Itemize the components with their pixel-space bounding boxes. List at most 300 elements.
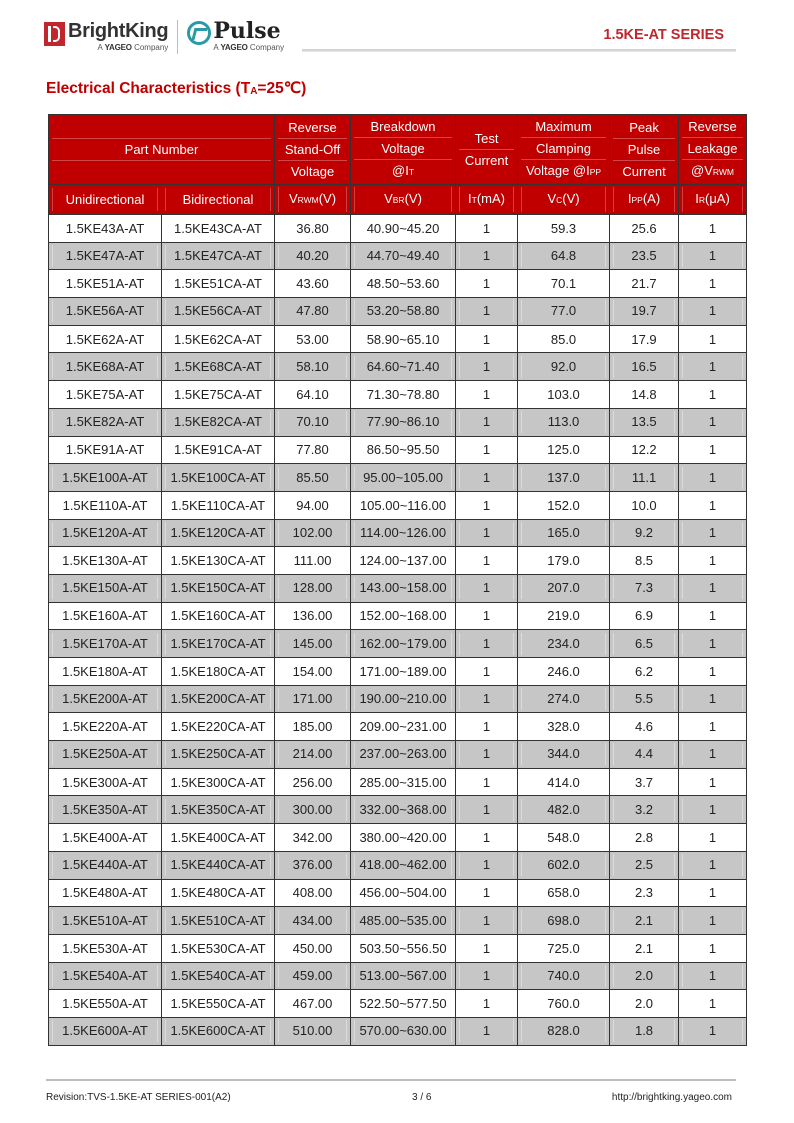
cell-ir: 1 <box>679 242 747 270</box>
cell-unidirectional: 1.5KE440A-AT <box>49 851 162 879</box>
cell-unidirectional: 1.5KE43A-AT <box>49 215 162 243</box>
cell-ipp: 1.8 <box>610 1017 679 1045</box>
cell-ir: 1 <box>679 491 747 519</box>
table-row <box>49 713 747 741</box>
cell-vrwm: 376.00 <box>275 851 351 879</box>
logo-separator <box>177 20 178 54</box>
cell-vc: 234.0 <box>518 630 610 658</box>
cell-it: 1 <box>456 713 518 741</box>
cell-vc: 64.8 <box>518 242 610 270</box>
cell-bidirectional: 1.5KE200CA-AT <box>162 685 275 713</box>
cell-ir: 1 <box>679 270 747 298</box>
cell-vbr: 456.00~504.00 <box>351 879 456 907</box>
cell-vc: 482.0 <box>518 796 610 824</box>
cell-vbr: 162.00~179.00 <box>351 630 456 658</box>
electrical-characteristics-table <box>48 114 747 1046</box>
cell-it: 1 <box>456 408 518 436</box>
cell-ipp: 21.7 <box>610 270 679 298</box>
cell-it: 1 <box>456 547 518 575</box>
cell-ipp: 19.7 <box>610 298 679 326</box>
cell-vbr: 513.00~567.00 <box>351 962 456 990</box>
cell-vrwm: 111.00 <box>275 547 351 575</box>
cell-unidirectional: 1.5KE480A-AT <box>49 879 162 907</box>
cell-bidirectional: 1.5KE300CA-AT <box>162 768 275 796</box>
cell-vbr: 522.50~577.50 <box>351 990 456 1018</box>
cell-it: 1 <box>456 962 518 990</box>
cell-vbr: 171.00~189.00 <box>351 658 456 686</box>
cell-unidirectional: 1.5KE180A-AT <box>49 658 162 686</box>
cell-vc: 179.0 <box>518 547 610 575</box>
cell-vrwm: 256.00 <box>275 768 351 796</box>
cell-vc: 344.0 <box>518 741 610 769</box>
cell-vbr: 418.00~462.00 <box>351 851 456 879</box>
cell-vc: 274.0 <box>518 685 610 713</box>
table-row <box>49 630 747 658</box>
table-row <box>49 851 747 879</box>
cell-unidirectional: 1.5KE350A-AT <box>49 796 162 824</box>
cell-vc: 70.1 <box>518 270 610 298</box>
table-row <box>49 491 747 519</box>
table-row <box>49 962 747 990</box>
cell-it: 1 <box>456 602 518 630</box>
cell-it: 1 <box>456 519 518 547</box>
cell-vbr: 237.00~263.00 <box>351 741 456 769</box>
cell-unidirectional: 1.5KE550A-AT <box>49 990 162 1018</box>
cell-ipp: 23.5 <box>610 242 679 270</box>
cell-it: 1 <box>456 934 518 962</box>
section-title: Electrical Characteristics $(T_A=25℃)$ <box>46 80 307 97</box>
table-row <box>49 519 747 547</box>
cell-unidirectional: 1.5KE75A-AT <box>49 381 162 409</box>
cell-unidirectional: 1.5KE400A-AT <box>49 824 162 852</box>
cell-vc: 137.0 <box>518 464 610 492</box>
cell-vbr: 71.30~78.80 <box>351 381 456 409</box>
cell-unidirectional: 1.5KE250A-AT <box>49 741 162 769</box>
cell-vc: 59.3 <box>518 215 610 243</box>
footer-url[interactable]: http://brightking.yageo.com <box>611 1092 732 1103</box>
cell-vbr: 143.00~158.00 <box>351 574 456 602</box>
header-ir: Reverse Leakage @VRWM <box>679 115 747 185</box>
cell-bidirectional: 1.5KE550CA-AT <box>162 990 275 1018</box>
cell-unidirectional: 1.5KE130A-AT <box>49 547 162 575</box>
cell-ipp: 2.0 <box>610 962 679 990</box>
cell-it: 1 <box>456 381 518 409</box>
cell-vc: 698.0 <box>518 907 610 935</box>
cell-vbr: 380.00~420.00 <box>351 824 456 852</box>
table-row <box>49 464 747 492</box>
cell-ipp: 11.1 <box>610 464 679 492</box>
cell-bidirectional: 1.5KE110CA-AT <box>162 491 275 519</box>
cell-bidirectional: 1.5KE56CA-AT <box>162 298 275 326</box>
header-vc-unit: VC(V) <box>518 185 610 215</box>
header-vrwm-unit: VRWM(V) <box>275 185 351 215</box>
cell-it: 1 <box>456 685 518 713</box>
cell-it: 1 <box>456 630 518 658</box>
cell-unidirectional: 1.5KE170A-AT <box>49 630 162 658</box>
table-body <box>49 215 747 1046</box>
cell-vc: 740.0 <box>518 962 610 990</box>
cell-vc: 113.0 <box>518 408 610 436</box>
table-row <box>49 879 747 907</box>
cell-it: 1 <box>456 879 518 907</box>
cell-ir: 1 <box>679 934 747 962</box>
cell-ipp: 9.2 <box>610 519 679 547</box>
cell-vbr: 44.70~49.40 <box>351 242 456 270</box>
cell-unidirectional: 1.5KE100A-AT <box>49 464 162 492</box>
cell-vrwm: 36.80 <box>275 215 351 243</box>
cell-ir: 1 <box>679 464 747 492</box>
cell-vrwm: 136.00 <box>275 602 351 630</box>
table-row <box>49 436 747 464</box>
cell-unidirectional: 1.5KE56A-AT <box>49 298 162 326</box>
cell-it: 1 <box>456 464 518 492</box>
table-row <box>49 325 747 353</box>
pulse-wave-icon <box>187 21 211 45</box>
cell-ipp: 13.5 <box>610 408 679 436</box>
cell-vrwm: 43.60 <box>275 270 351 298</box>
cell-it: 1 <box>456 851 518 879</box>
cell-it: 1 <box>456 741 518 769</box>
cell-ipp: 16.5 <box>610 353 679 381</box>
cell-vc: 414.0 <box>518 768 610 796</box>
header-ir-unit: IR(μA) <box>679 185 747 215</box>
table-row <box>49 602 747 630</box>
cell-ipp: 2.5 <box>610 851 679 879</box>
cell-vc: 103.0 <box>518 381 610 409</box>
cell-vbr: 152.00~168.00 <box>351 602 456 630</box>
cell-unidirectional: 1.5KE62A-AT <box>49 325 162 353</box>
cell-vc: 77.0 <box>518 298 610 326</box>
cell-bidirectional: 1.5KE160CA-AT <box>162 602 275 630</box>
table-row <box>49 298 747 326</box>
table-row <box>49 990 747 1018</box>
cell-it: 1 <box>456 491 518 519</box>
cell-vbr: 332.00~368.00 <box>351 796 456 824</box>
cell-vrwm: 408.00 <box>275 879 351 907</box>
cell-ipp: 3.2 <box>610 796 679 824</box>
table-row <box>49 685 747 713</box>
cell-it: 1 <box>456 436 518 464</box>
cell-it: 1 <box>456 768 518 796</box>
cell-unidirectional: 1.5KE540A-AT <box>49 962 162 990</box>
table-row <box>49 768 747 796</box>
brightking-logo <box>44 20 168 53</box>
cell-ir: 1 <box>679 630 747 658</box>
cell-vbr: 209.00~231.00 <box>351 713 456 741</box>
table-row <box>49 574 747 602</box>
cell-ir: 1 <box>679 796 747 824</box>
cell-vrwm: 467.00 <box>275 990 351 1018</box>
cell-unidirectional: 1.5KE530A-AT <box>49 934 162 962</box>
series-title: 1.5KE-AT SERIES <box>603 27 724 43</box>
cell-bidirectional: 1.5KE150CA-AT <box>162 574 275 602</box>
cell-ir: 1 <box>679 574 747 602</box>
cell-vrwm: 77.80 <box>275 436 351 464</box>
cell-vc: 602.0 <box>518 851 610 879</box>
cell-ir: 1 <box>679 353 747 381</box>
cell-vrwm: 128.00 <box>275 574 351 602</box>
cell-vc: 165.0 <box>518 519 610 547</box>
cell-unidirectional: 1.5KE51A-AT <box>49 270 162 298</box>
cell-vrwm: 450.00 <box>275 934 351 962</box>
cell-bidirectional: 1.5KE47CA-AT <box>162 242 275 270</box>
cell-bidirectional: 1.5KE400CA-AT <box>162 824 275 852</box>
table-row <box>49 381 747 409</box>
cell-ipp: 5.5 <box>610 685 679 713</box>
cell-vbr: 105.00~116.00 <box>351 491 456 519</box>
cell-vc: 548.0 <box>518 824 610 852</box>
cell-ipp: 2.3 <box>610 879 679 907</box>
footer-revision: Revision:TVS-1.5KE-AT SERIES-001(A2) <box>46 1092 231 1103</box>
cell-vrwm: 40.20 <box>275 242 351 270</box>
cell-vrwm: 342.00 <box>275 824 351 852</box>
header-part-number: Part Number <box>49 115 275 185</box>
cell-bidirectional: 1.5KE51CA-AT <box>162 270 275 298</box>
header-vc: Maximum Clamping Voltage @IPP <box>518 115 610 185</box>
cell-vbr: 503.50~556.50 <box>351 934 456 962</box>
table-row <box>49 547 747 575</box>
cell-vc: 328.0 <box>518 713 610 741</box>
header-it: Test Current <box>456 115 518 185</box>
cell-vrwm: 70.10 <box>275 408 351 436</box>
cell-it: 1 <box>456 658 518 686</box>
cell-bidirectional: 1.5KE100CA-AT <box>162 464 275 492</box>
cell-ir: 1 <box>679 408 747 436</box>
pulse-tagline: A YAGEO Company <box>213 43 285 52</box>
cell-bidirectional: 1.5KE120CA-AT <box>162 519 275 547</box>
cell-unidirectional: 1.5KE600A-AT <box>49 1017 162 1045</box>
cell-ipp: 17.9 <box>610 325 679 353</box>
cell-bidirectional: 1.5KE170CA-AT <box>162 630 275 658</box>
cell-unidirectional: 1.5KE82A-AT <box>49 408 162 436</box>
cell-vc: 85.0 <box>518 325 610 353</box>
cell-unidirectional: 1.5KE160A-AT <box>49 602 162 630</box>
cell-vbr: 570.00~630.00 <box>351 1017 456 1045</box>
cell-ipp: 6.5 <box>610 630 679 658</box>
cell-bidirectional: 1.5KE480CA-AT <box>162 879 275 907</box>
table-row <box>49 741 747 769</box>
cell-vbr: 95.00~105.00 <box>351 464 456 492</box>
cell-unidirectional: 1.5KE120A-AT <box>49 519 162 547</box>
cell-vc: 658.0 <box>518 879 610 907</box>
table-row <box>49 907 747 935</box>
cell-bidirectional: 1.5KE62CA-AT <box>162 325 275 353</box>
header-bidirectional: Bidirectional <box>162 185 275 215</box>
cell-ipp: 6.9 <box>610 602 679 630</box>
cell-vbr: 485.00~535.00 <box>351 907 456 935</box>
cell-ir: 1 <box>679 990 747 1018</box>
cell-ir: 1 <box>679 602 747 630</box>
cell-ipp: 4.4 <box>610 741 679 769</box>
cell-vc: 207.0 <box>518 574 610 602</box>
cell-ir: 1 <box>679 436 747 464</box>
cell-ir: 1 <box>679 713 747 741</box>
cell-ir: 1 <box>679 519 747 547</box>
cell-bidirectional: 1.5KE530CA-AT <box>162 934 275 962</box>
cell-vrwm: 434.00 <box>275 907 351 935</box>
cell-bidirectional: 1.5KE130CA-AT <box>162 547 275 575</box>
cell-vrwm: 145.00 <box>275 630 351 658</box>
table-row <box>49 796 747 824</box>
cell-unidirectional: 1.5KE150A-AT <box>49 574 162 602</box>
cell-it: 1 <box>456 1017 518 1045</box>
brightking-b-icon <box>44 22 65 46</box>
cell-bidirectional: 1.5KE82CA-AT <box>162 408 275 436</box>
cell-it: 1 <box>456 796 518 824</box>
cell-it: 1 <box>456 242 518 270</box>
cell-bidirectional: 1.5KE220CA-AT <box>162 713 275 741</box>
cell-ir: 1 <box>679 741 747 769</box>
cell-ir: 1 <box>679 325 747 353</box>
table-row <box>49 215 747 243</box>
cell-it: 1 <box>456 270 518 298</box>
cell-it: 1 <box>456 990 518 1018</box>
cell-vrwm: 185.00 <box>275 713 351 741</box>
table-row <box>49 824 747 852</box>
cell-ir: 1 <box>679 907 747 935</box>
cell-ir: 1 <box>679 879 747 907</box>
cell-vrwm: 171.00 <box>275 685 351 713</box>
cell-vrwm: 214.00 <box>275 741 351 769</box>
cell-ir: 1 <box>679 685 747 713</box>
cell-ir: 1 <box>679 658 747 686</box>
cell-vrwm: 510.00 <box>275 1017 351 1045</box>
brightking-tagline: A YAGEO Company <box>97 43 169 52</box>
cell-vbr: 40.90~45.20 <box>351 215 456 243</box>
cell-vrwm: 64.10 <box>275 381 351 409</box>
cell-vc: 828.0 <box>518 1017 610 1045</box>
cell-bidirectional: 1.5KE440CA-AT <box>162 851 275 879</box>
cell-bidirectional: 1.5KE350CA-AT <box>162 796 275 824</box>
cell-vrwm: 154.00 <box>275 658 351 686</box>
cell-ipp: 25.6 <box>610 215 679 243</box>
cell-bidirectional: 1.5KE91CA-AT <box>162 436 275 464</box>
cell-ipp: 3.7 <box>610 768 679 796</box>
table-row <box>49 270 747 298</box>
cell-bidirectional: 1.5KE510CA-AT <box>162 907 275 935</box>
cell-vbr: 114.00~126.00 <box>351 519 456 547</box>
cell-it: 1 <box>456 325 518 353</box>
cell-vrwm: 300.00 <box>275 796 351 824</box>
cell-vbr: 124.00~137.00 <box>351 547 456 575</box>
cell-vbr: 53.20~58.80 <box>351 298 456 326</box>
cell-bidirectional: 1.5KE250CA-AT <box>162 741 275 769</box>
cell-vbr: 86.50~95.50 <box>351 436 456 464</box>
cell-unidirectional: 1.5KE200A-AT <box>49 685 162 713</box>
footer-divider <box>46 1079 736 1081</box>
cell-vc: 760.0 <box>518 990 610 1018</box>
table-row <box>49 658 747 686</box>
cell-vbr: 285.00~315.00 <box>351 768 456 796</box>
header-logos <box>44 20 284 56</box>
cell-ipp: 6.2 <box>610 658 679 686</box>
header-ipp-unit: IPP(A) <box>610 185 679 215</box>
cell-unidirectional: 1.5KE220A-AT <box>49 713 162 741</box>
cell-vc: 152.0 <box>518 491 610 519</box>
header-vrwm: Reverse Stand-Off Voltage <box>275 115 351 185</box>
header-vbr-unit: VBR(V) <box>351 185 456 215</box>
cell-it: 1 <box>456 824 518 852</box>
cell-ir: 1 <box>679 824 747 852</box>
cell-ir: 1 <box>679 215 747 243</box>
cell-bidirectional: 1.5KE600CA-AT <box>162 1017 275 1045</box>
cell-vc: 725.0 <box>518 934 610 962</box>
cell-vrwm: 53.00 <box>275 325 351 353</box>
cell-vrwm: 102.00 <box>275 519 351 547</box>
cell-vbr: 190.00~210.00 <box>351 685 456 713</box>
cell-bidirectional: 1.5KE43CA-AT <box>162 215 275 243</box>
table-row <box>49 408 747 436</box>
cell-bidirectional: 1.5KE75CA-AT <box>162 381 275 409</box>
cell-unidirectional: 1.5KE110A-AT <box>49 491 162 519</box>
cell-vc: 246.0 <box>518 658 610 686</box>
table-row <box>49 242 747 270</box>
brightking-name: BrightKing <box>68 20 169 42</box>
header-ipp: Peak Pulse Current <box>610 115 679 185</box>
header-divider <box>302 49 736 52</box>
header-vbr: Breakdown Voltage @IT <box>351 115 456 185</box>
cell-ipp: 2.1 <box>610 907 679 935</box>
cell-ipp: 8.5 <box>610 547 679 575</box>
cell-vrwm: 459.00 <box>275 962 351 990</box>
cell-vbr: 64.60~71.40 <box>351 353 456 381</box>
cell-ir: 1 <box>679 547 747 575</box>
cell-it: 1 <box>456 215 518 243</box>
header-unidirectional: Unidirectional <box>49 185 162 215</box>
cell-bidirectional: 1.5KE540CA-AT <box>162 962 275 990</box>
cell-ipp: 2.0 <box>610 990 679 1018</box>
header-it-unit: IT(mA) <box>456 185 518 215</box>
footer-page-number: 3 / 6 <box>412 1092 432 1103</box>
cell-vc: 92.0 <box>518 353 610 381</box>
cell-ipp: 10.0 <box>610 491 679 519</box>
cell-ipp: 12.2 <box>610 436 679 464</box>
cell-ir: 1 <box>679 768 747 796</box>
cell-ipp: 7.3 <box>610 574 679 602</box>
cell-ir: 1 <box>679 851 747 879</box>
cell-bidirectional: 1.5KE68CA-AT <box>162 353 275 381</box>
cell-it: 1 <box>456 907 518 935</box>
cell-vc: 219.0 <box>518 602 610 630</box>
table-row <box>49 1017 747 1045</box>
cell-vc: 125.0 <box>518 436 610 464</box>
cell-it: 1 <box>456 353 518 381</box>
cell-bidirectional: 1.5KE180CA-AT <box>162 658 275 686</box>
cell-ir: 1 <box>679 962 747 990</box>
pulse-name: Pulse <box>213 18 281 44</box>
cell-unidirectional: 1.5KE300A-AT <box>49 768 162 796</box>
cell-it: 1 <box>456 298 518 326</box>
cell-vbr: 48.50~53.60 <box>351 270 456 298</box>
cell-ipp: 14.8 <box>610 381 679 409</box>
table-row <box>49 934 747 962</box>
cell-ir: 1 <box>679 381 747 409</box>
cell-unidirectional: 1.5KE47A-AT <box>49 242 162 270</box>
cell-vrwm: 58.10 <box>275 353 351 381</box>
cell-unidirectional: 1.5KE510A-AT <box>49 907 162 935</box>
cell-ipp: 2.8 <box>610 824 679 852</box>
cell-it: 1 <box>456 574 518 602</box>
cell-vbr: 58.90~65.10 <box>351 325 456 353</box>
cell-vrwm: 94.00 <box>275 491 351 519</box>
cell-ipp: 4.6 <box>610 713 679 741</box>
cell-vbr: 77.90~86.10 <box>351 408 456 436</box>
cell-unidirectional: 1.5KE91A-AT <box>49 436 162 464</box>
cell-ir: 1 <box>679 1017 747 1045</box>
table-row <box>49 353 747 381</box>
cell-vrwm: 85.50 <box>275 464 351 492</box>
cell-ipp: 2.1 <box>610 934 679 962</box>
